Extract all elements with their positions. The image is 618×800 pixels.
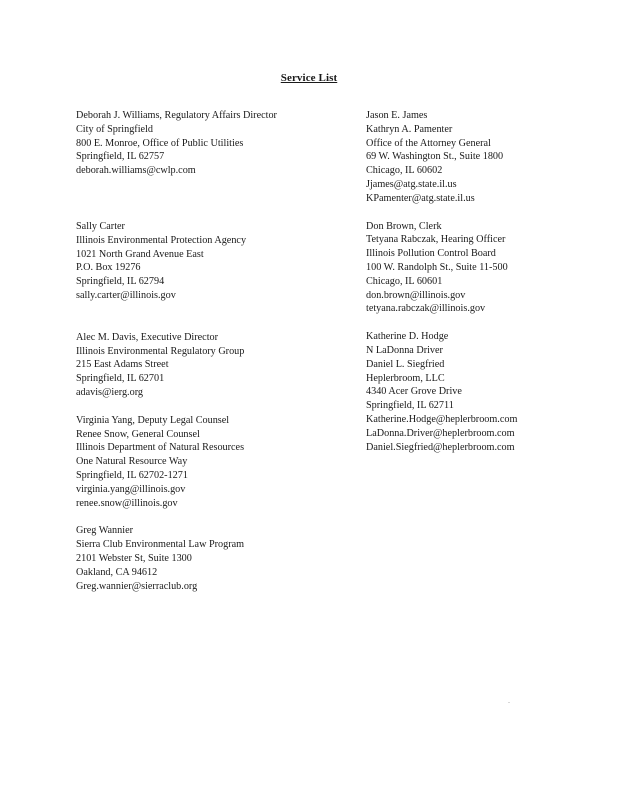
service-entry-wannier xyxy=(76,524,346,593)
scan-speck xyxy=(508,702,510,703)
email-address: sally.carter@illinois.gov xyxy=(76,289,176,301)
email-address: KPamenter@atg.state.il.us xyxy=(366,192,475,204)
entry-line: Tetyana Rabczak, Hearing Officer xyxy=(366,234,506,246)
entry-line: Jason E. James xyxy=(366,110,428,121)
entry-line: Office of the Attorney General xyxy=(366,137,491,149)
left-column xyxy=(76,109,346,593)
entry-line: 69 W. Washington St., Suite 1800 xyxy=(366,151,504,163)
email-address: don.brown@illinois.gov xyxy=(366,289,466,301)
email-address: renee.snow@illinois.gov xyxy=(76,497,178,509)
entry-line: P.O. Box 19276 xyxy=(76,262,141,274)
service-entry-brown-rabczak xyxy=(366,220,606,317)
entry-line: City of Springfield xyxy=(76,123,153,135)
service-entry-james-pamenter xyxy=(366,109,606,206)
entry-line: Springfield, IL 62701 xyxy=(76,373,165,385)
entry-line: 100 W. Randolph St., Suite 11-500 xyxy=(366,261,508,273)
email-address: Jjames@atg.state.il.us xyxy=(366,178,457,190)
entry-line: Virginia Yang, Deputy Legal Counsel xyxy=(76,414,230,426)
entry-line: Alec M. Davis, Executive Director xyxy=(76,331,219,343)
entry-line: Springfield, IL 62711 xyxy=(366,400,454,412)
email-address: deborah.williams@cwlp.com xyxy=(76,165,196,177)
entry-line: Sierra Club Environmental Law Program xyxy=(76,539,245,551)
entry-line: Sally Carter xyxy=(76,220,125,232)
email-address: virginia.yang@illinois.gov xyxy=(76,483,186,495)
entry-line: Don Brown, Clerk xyxy=(366,220,442,232)
entry-line: 215 East Adams Street xyxy=(76,359,169,371)
entry-line: Chicago, IL 60602 xyxy=(366,165,443,177)
page-title: Service List xyxy=(280,72,338,84)
entry-line: Springfield, IL 62702-1271 xyxy=(76,469,188,481)
entry-line: Katherine D. Hodge xyxy=(366,331,449,343)
email-address: adavis@ierg.org xyxy=(76,386,144,398)
entry-line: Illinois Department of Natural Resources xyxy=(76,442,245,454)
entry-line: Deborah J. Williams, Regulatory Affairs Director xyxy=(76,110,277,121)
entry-line: Oakland, CA 94612 xyxy=(76,566,158,578)
entry-line: 2101 Webster St, Suite 1300 xyxy=(76,552,192,564)
entry-line: Greg Wannier xyxy=(76,525,133,537)
entry-line: 800 E. Monroe, Office of Public Utilities xyxy=(76,137,244,149)
service-entry-davis xyxy=(76,331,346,400)
entry-line: One Natural Resource Way xyxy=(76,456,188,468)
entry-line: Illinois Pollution Control Board xyxy=(366,248,496,260)
entry-line: N LaDonna Driver xyxy=(366,344,443,356)
email-address: tetyana.rabczak@illinois.gov xyxy=(366,303,486,315)
entry-line: Renee Snow, General Counsel xyxy=(76,428,200,440)
entry-line: Heplerbroom, LLC xyxy=(366,372,445,384)
email-address: Greg.wannier@sierraclub.org xyxy=(76,580,198,592)
entry-line: Illinois Environmental Regulatory Group xyxy=(76,345,245,357)
service-entry-carter xyxy=(76,220,346,303)
entry-line: 4340 Acer Grove Drive xyxy=(366,386,462,398)
right-column xyxy=(366,109,606,454)
email-address: LaDonna.Driver@heplerbroom.com xyxy=(366,427,515,439)
service-entry-williams xyxy=(76,109,346,178)
service-entry-yang-snow xyxy=(76,414,346,511)
entry-line: Springfield, IL 62794 xyxy=(76,276,165,288)
entry-line: 1021 North Grand Avenue East xyxy=(76,248,204,260)
email-address: Katherine.Hodge@heplerbroom.com xyxy=(366,413,518,425)
entry-line: Daniel L. Siegfried xyxy=(366,358,445,370)
entry-line: Chicago, IL 60601 xyxy=(366,275,443,287)
entry-line: Kathryn A. Pamenter xyxy=(366,123,453,135)
service-entry-hodge-driver-siegfried xyxy=(366,330,606,454)
entry-line: Springfield, IL 62757 xyxy=(76,151,165,163)
entry-line: Illinois Environmental Protection Agency xyxy=(76,234,247,246)
email-address: Daniel.Siegfried@heplerbroom.com xyxy=(366,441,515,453)
